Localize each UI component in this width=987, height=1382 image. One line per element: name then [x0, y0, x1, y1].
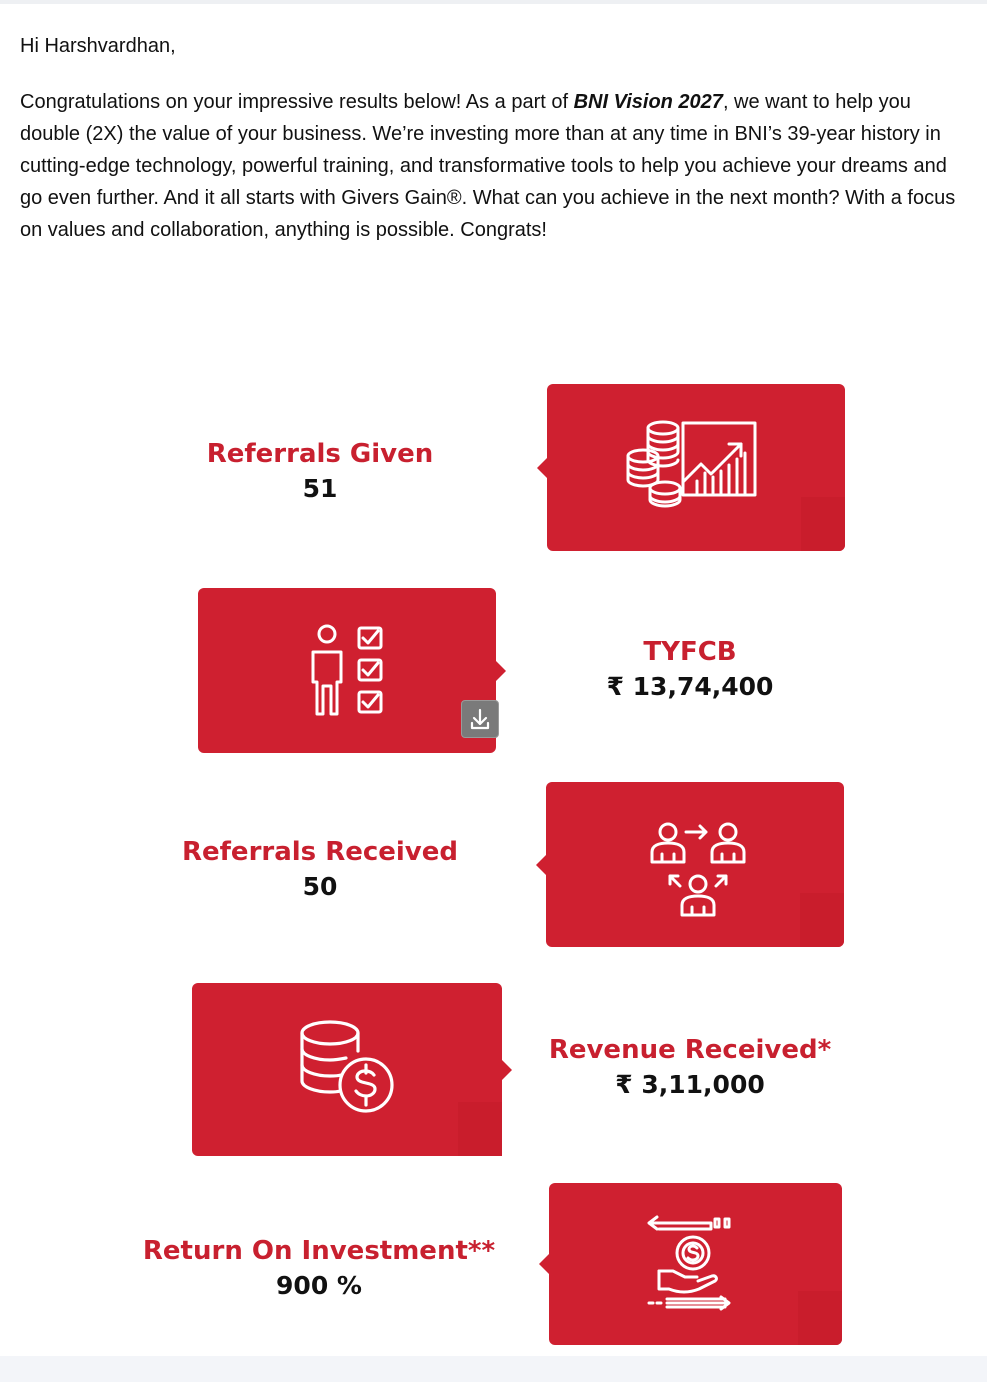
card-referrals-received	[546, 782, 844, 947]
person-checklist-icon	[303, 622, 393, 722]
stat-referrals-given	[120, 437, 520, 507]
referral-network-icon	[644, 818, 754, 922]
stat-value: 900 %	[276, 1271, 362, 1300]
stat-return-on-investment	[119, 1234, 519, 1304]
top-divider	[0, 0, 987, 4]
stat-label: Return On Investment**	[142, 1236, 496, 1266]
intro-text-end: , we want to help you double (2X) the value of your business. We’re investing more than at any time in BNI’s 39-year history in cutting-edge technology, powerful training, and transformative tools to help you achieve your dreams and go even further. And it all starts with Givers Gain®. What can you achieve in the next month? With a focus on values and collaboration, anything is possible. Congrats!	[20, 91, 956, 241]
card-tyfcb	[198, 588, 496, 753]
stat-value: ₹ 13,74,400	[606, 672, 774, 701]
download-button[interactable]	[461, 700, 499, 738]
intro-text-start: Congratulations on your impressive results below! As a part of	[20, 91, 574, 113]
stat-tyfcb	[540, 635, 840, 705]
card-referrals-given	[547, 384, 845, 551]
stat-label: TYFCB	[643, 637, 737, 667]
download-icon	[462, 701, 498, 737]
hand-money-exchange-icon	[645, 1211, 745, 1315]
stat-label: Revenue Received*	[548, 1035, 832, 1065]
stat-value: 51	[302, 474, 338, 503]
stat-label: Referrals Received	[181, 837, 459, 867]
stat-label: Referrals Given	[206, 439, 434, 469]
email-intro-paragraph	[20, 86, 970, 246]
stat-value: ₹ 3,11,000	[615, 1070, 765, 1099]
coins-growth-chart-icon	[625, 418, 765, 518]
stat-value: 50	[302, 872, 338, 901]
email-greeting: Hi Harshvardhan,	[20, 35, 176, 57]
card-return-on-investment	[549, 1183, 842, 1345]
stat-revenue-received	[540, 1033, 840, 1103]
footer-strip	[0, 1356, 987, 1382]
intro-emphasis: BNI Vision 2027	[573, 91, 723, 113]
card-revenue-received	[192, 983, 502, 1156]
coins-dollar-icon	[294, 1019, 404, 1123]
stat-referrals-received	[120, 835, 520, 905]
